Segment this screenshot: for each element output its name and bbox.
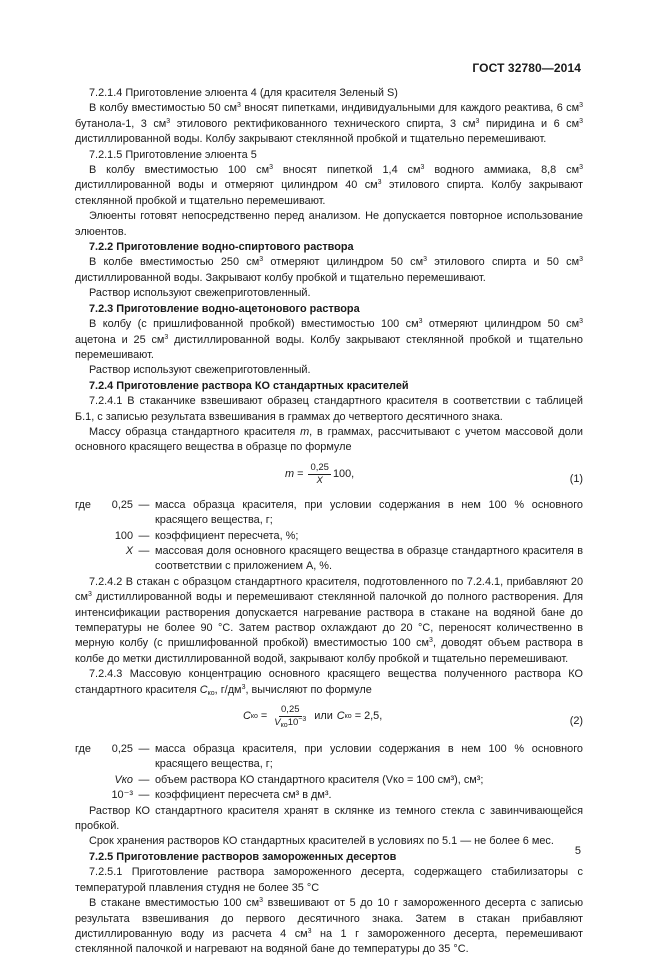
legend-prefix: где bbox=[75, 498, 91, 511]
section-7215-text: В колбу вместимостью 100 $см^3$ вносят пипеткой 1,4 $см^3$ водного аммиака, 8,8 $см^3$ дистиллированной воды и отмеряют цилиндром 40 $см^3$ этилового спирта. Колбу закрывают стеклянной пробкой и тщательно перемешивают. bbox=[75, 164, 583, 207]
section-7215-title: 7.2.1.5 Приготовление элюента 5 bbox=[89, 148, 257, 161]
section-723-text: В колбу (с пришлифованной пробкой) вместимостью 100 $см^3$ отмеряют цилиндром 50 $см^3$ ацетона и 25 $см^3$ дистиллированной воды. Колбу закрывают стеклянной пробкой и тщательно перемешивают. bbox=[75, 318, 583, 361]
section-722-title: 7.2.2 Приготовление водно-спиртового раствора bbox=[89, 241, 354, 254]
formula-1-numerator: 0,25 bbox=[310, 461, 329, 473]
formula-1-legend bbox=[75, 498, 583, 575]
legend-dash: — bbox=[138, 544, 150, 557]
section-723-note: Раствор используют свежеприготовленный. bbox=[89, 364, 311, 377]
storage-term-text: Срок хранения растворов КО стандартных красителей в условиях по 5.1 — не более 6 мес. bbox=[89, 835, 554, 848]
formula-2-rhs: C bbox=[336, 709, 345, 722]
section-724-title: 7.2.4 Приготовление раствора КО стандартных красителей bbox=[89, 379, 409, 392]
formula-2-number: (2) bbox=[569, 715, 583, 728]
legend-text: массовая доля основного красящего вещества в образце стандартного красителя в соответствии с приложением А, %. bbox=[155, 544, 583, 573]
legend-row bbox=[75, 529, 583, 544]
formula-2-lhs: C bbox=[243, 709, 251, 722]
legend-symbol: 100 bbox=[114, 529, 133, 542]
formula-1-number: (1) bbox=[569, 472, 583, 485]
legend-text: масса образца красителя, при условии содержания в нем 100 % основного красящего вещества, г; bbox=[155, 498, 583, 527]
section-725-title: 7.2.5 Приготовление растворов замороженных десертов bbox=[89, 850, 397, 863]
legend-dash: — bbox=[138, 743, 150, 756]
formula-1-denominator: X bbox=[316, 474, 323, 486]
section-7243-text: 7.2.4.3 Массовую концентрацию основного красящего вещества полученного раствора КО стандартного красителя $C_{ко}$, $г/дм^3$, вычисляют по формуле bbox=[75, 668, 583, 697]
legend-row bbox=[75, 742, 583, 773]
section-7214-title: 7.2.1.4 Приготовление элюента 4 (для красителя Зеленый S) bbox=[89, 87, 398, 99]
document-code-header: ГОСТ 32780—2014 bbox=[472, 61, 581, 75]
section-7241-text: 7.2.4.1 В стаканчике взвешивают образец стандартного красителя в соответствии с таблицей Б.1, с записью результата взвешивания в граммах до четвертого десятичного знака. bbox=[75, 395, 583, 423]
section-7241-formula-intro: Массу образца стандартного красителя m, в граммах, рассчитывают с учетом массовой доли основного красящего вещества в образце по формуле bbox=[75, 425, 583, 454]
section-7242-text: 7.2.4.2 В стакан с образцом стандартного красителя, подготовленного по 7.2.4.1, прибавляют 20 $см^3$ дистиллированной воды и перемешивают стеклянной палочкой до полного растворения. Для интенсификации растворения допускается нагревание раствора в стакане на водяной бане до температуры не более 90 °С. Затем раствор охлаждают до 20 °С, переносят количественно в мерную колбу (с пришлифованной пробкой) вместимостью 100 $см^3$, доводят объем раствора в колбе до метки дистиллированной водой, закрывают колбу пробкой и тщательно перемешивают. bbox=[75, 575, 584, 665]
section-722-text: В колбе вместимостью 250 $см^3$ отмеряют цилиндром 50 $см^3$ этилового спирта и 50 $см^3$ дистиллированной воды. Закрывают колбу пробкой и тщательно перемешивают. bbox=[75, 256, 584, 284]
section-723-title: 7.2.3 Приготовление водно-ацетонового раствора bbox=[89, 302, 360, 315]
formula-2-fraction bbox=[272, 704, 308, 729]
legend-dash: — bbox=[138, 498, 150, 511]
page-content bbox=[75, 86, 583, 958]
formula-1-rest: 100, bbox=[332, 467, 355, 480]
formula-2-rhs-value: = 2,5, bbox=[354, 709, 383, 722]
legend-dash: — bbox=[138, 529, 150, 542]
legend-dash: — bbox=[138, 773, 150, 786]
eluents-note: Элюенты готовят непосредственно перед анализом. Не допускается повторное использование элюентов. bbox=[75, 210, 583, 238]
legend-row bbox=[75, 773, 583, 788]
section-722-note: Раствор используют свежеприготовленный. bbox=[89, 287, 311, 300]
storage-text: Раствор КО стандартного красителя хранят в склянке из темного стекла с завинчивающейся пробкой. bbox=[75, 804, 583, 833]
legend-symbol: 10⁻³ bbox=[111, 789, 133, 802]
legend-symbol: 0,25 bbox=[111, 498, 133, 511]
legend-dash: — bbox=[138, 789, 150, 802]
formula-2-equals: = bbox=[260, 709, 268, 722]
formula-2-numerator: 0,25 bbox=[281, 704, 300, 716]
formula-1-lhs: m bbox=[285, 467, 295, 480]
legend-symbol: 0,25 bbox=[111, 743, 133, 756]
legend-symbol: X bbox=[125, 544, 133, 557]
formula-1-fraction bbox=[308, 462, 331, 487]
legend-text: масса образца красителя, при условии содержания в нем 100 % основного красящего вещества, г; bbox=[155, 743, 583, 771]
legend-prefix: где bbox=[75, 743, 91, 756]
formula-2-legend bbox=[75, 742, 583, 804]
formula-2: C ко = $\frac{0,25}{V_{ко}10^{-3}}$ или C ко = 2,5, (2) bbox=[243, 704, 583, 730]
legend-row bbox=[75, 544, 583, 575]
legend-text: коэффициент пересчета, %; bbox=[155, 529, 299, 542]
formula-1 bbox=[75, 460, 583, 496]
legend-text: коэффициент пересчета см³ в дм³. bbox=[155, 789, 332, 802]
legend-row bbox=[75, 788, 583, 803]
formula-1-equals: = bbox=[297, 467, 304, 480]
legend-text: объем раствора КО стандартного красителя (Vко = 100 см³), см³; bbox=[155, 773, 484, 786]
section-7251-text: 7.2.5.1 Приготовление раствора замороженного десерта, содержащего стабилизаторы с температурой плавления студня не более 35 °С bbox=[75, 866, 583, 894]
formula-2-denominator: $V_{ко}10^{-3}$ bbox=[274, 716, 307, 730]
legend-symbol: Vко bbox=[114, 773, 133, 786]
legend-row bbox=[75, 498, 583, 529]
formula-2-or: или bbox=[314, 709, 333, 722]
page-number: 5 bbox=[574, 845, 581, 857]
section-7214-text: В колбу вместимостью 50 $см^3$ вносят пипетками, индивидуальными для каждого реактива, 6 $см^3$ бутанола-1, 3 $см^3$ этилового ректификованного технического спирта, 3 $см^3$ пиридина и 6 $см^3$ дистиллированной воды. Колбу закрывают стеклянной пробкой и тщательно перемешивают. bbox=[75, 102, 584, 146]
section-7251-procedure: В стакане вместимостью 100 $см^3$ взвешивают от 5 до 10 г замороженного десерта с записью результата взвешивания до первого десятичного знака. Затем в стакан прибавляют дистиллированную воду из расчета 4 $см^3$ на 1 г замороженного десерта, перемешивают стеклянной палочкой и нагревают на водяной бане до температуры до 35 °С. bbox=[75, 897, 584, 956]
